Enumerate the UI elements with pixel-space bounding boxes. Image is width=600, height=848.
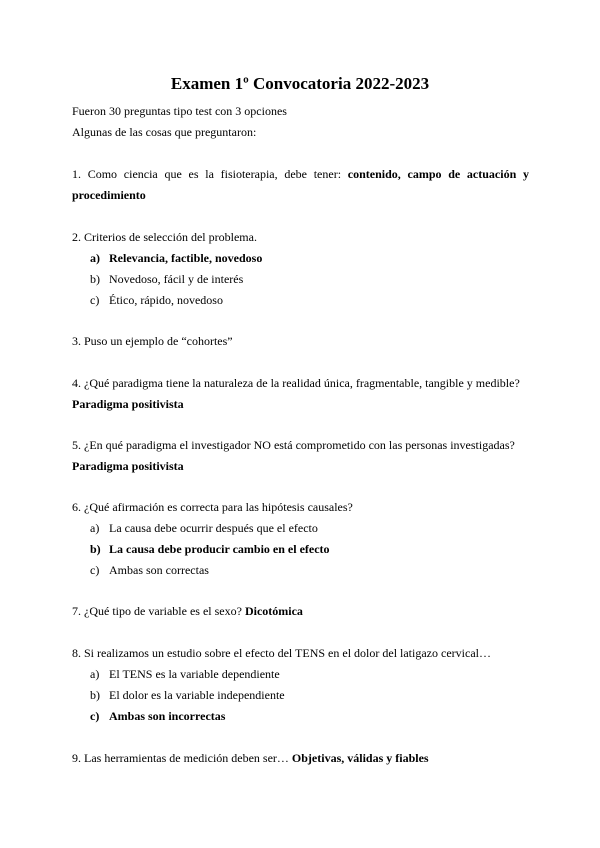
- question-9-answer: Objetivas, válidas y fiables: [291, 751, 429, 765]
- option-label: b): [90, 272, 100, 286]
- question-1: [72, 166, 529, 182]
- question-1-answer: contenido, campo de actuación y: [347, 167, 529, 181]
- question-1-text: 1. Como ciencia que es la fisioterapia, debe tener:: [72, 167, 342, 181]
- option-item: [90, 271, 243, 287]
- question-5-answer: Paradigma positivista: [72, 459, 184, 473]
- question-5-text: 5. ¿En qué paradigma el investigador NO está comprometido con las personas investigadas?: [72, 438, 515, 452]
- option-text: La causa debe producir cambio en el efecto: [109, 542, 330, 556]
- question-9-text: 9. Las herramientas de medición deben ser…: [72, 751, 289, 765]
- option-label: a): [90, 521, 100, 535]
- option-label: a): [90, 251, 100, 265]
- option-text: Ético, rápido, novedoso: [109, 293, 223, 307]
- question-7-text: 7. ¿Qué tipo de variable es el sexo?: [72, 604, 242, 618]
- question-6-text: 6. ¿Qué afirmación es correcta para las hipótesis causales?: [72, 500, 353, 514]
- option-label: a): [90, 667, 100, 681]
- option-text: El TENS es la variable dependiente: [109, 667, 280, 681]
- question-7-answer: Dicotómica: [244, 604, 303, 618]
- option-label: c): [90, 709, 100, 723]
- option-text: Novedoso, fácil y de interés: [109, 272, 244, 286]
- intro-line: Fueron 30 preguntas tipo test con 3 opciones: [72, 104, 287, 118]
- question-4-text: 4. ¿Qué paradigma tiene la naturaleza de la realidad única, fragmentable, tangible y medible?: [72, 376, 520, 390]
- page-title: Examen 1º Convocatoria 2022-2023: [170, 74, 430, 93]
- option-text: Relevancia, factible, novedoso: [109, 251, 263, 265]
- option-item: [90, 687, 285, 703]
- option-label: b): [90, 542, 101, 556]
- option-item: [90, 562, 209, 578]
- question-8-text: 8. Si realizamos un estudio sobre el efecto del TENS en el dolor del latigazo cervical…: [72, 646, 491, 660]
- question-2-text: 2. Criterios de selección del problema.: [72, 230, 257, 244]
- option-text: Ambas son incorrectas: [109, 709, 226, 723]
- option-item: [90, 520, 318, 536]
- question-3-text: 3. Puso un ejemplo de “cohortes”: [72, 334, 233, 348]
- option-label: b): [90, 688, 100, 702]
- option-text: El dolor es la variable independiente: [109, 688, 285, 702]
- option-item: [90, 666, 280, 682]
- option-item: [90, 292, 223, 308]
- option-text: Ambas son correctas: [109, 563, 209, 577]
- question-4-answer: Paradigma positivista: [72, 397, 184, 411]
- question-9: [72, 750, 429, 766]
- option-label: c): [90, 563, 100, 577]
- option-label: c): [90, 293, 100, 307]
- option-item: [90, 541, 330, 557]
- question-1-answer-cont: procedimiento: [72, 188, 146, 202]
- option-item: [90, 708, 225, 724]
- option-text: La causa debe ocurrir después que el efecto: [109, 521, 318, 535]
- option-item: [90, 250, 262, 266]
- intro-line: Algunas de las cosas que preguntaron:: [72, 125, 257, 139]
- question-7: [72, 603, 303, 619]
